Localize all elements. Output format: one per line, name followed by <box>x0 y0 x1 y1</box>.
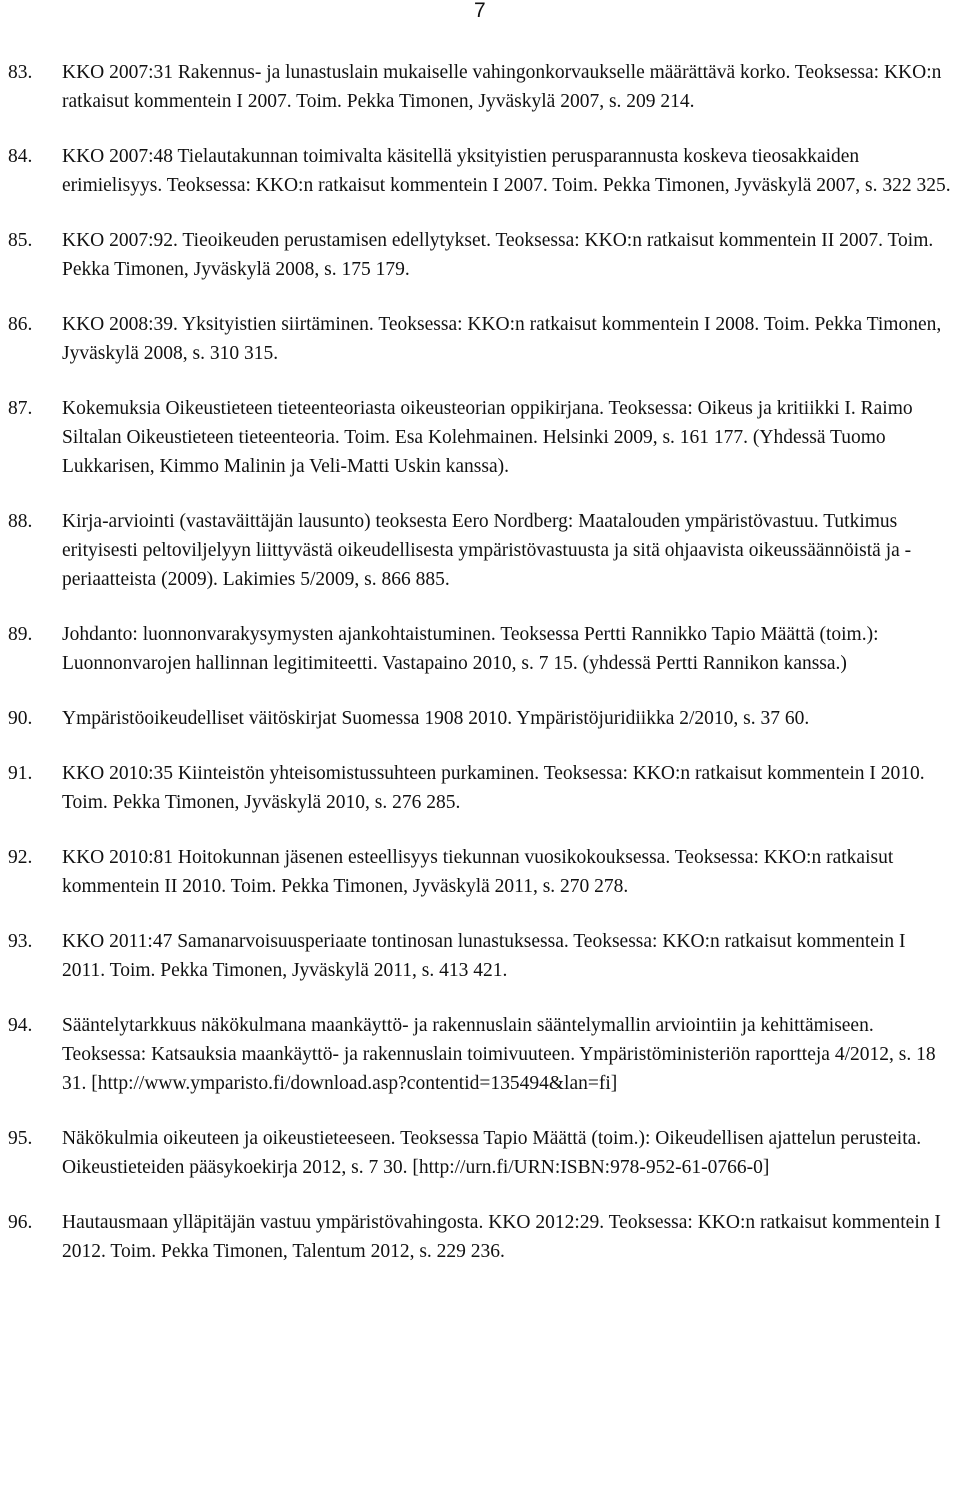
reference-item <box>0 1208 960 1266</box>
reference-number: 84. <box>8 146 33 167</box>
reference-text: Ympäristöoikeudelliset väitöskirjat Suomessa 1908 2010. Ympäristöjuridiikka 2/2010, s. 37 60. <box>62 708 810 729</box>
reference-list <box>0 58 960 1292</box>
reference-item <box>0 58 960 116</box>
reference-text: Johdanto: luonnonvarakysymysten ajankohtaistuminen. Teoksessa Pertti Rannikko Tapio Määttä (toim.): Luonnonvarojen hallinnan legitimiteetti. Vastapaino 2010, s. 7 15. (yhdessä Pertti Rannikon kanssa.) <box>62 624 879 674</box>
reference-item <box>0 310 960 368</box>
reference-text: Hautausmaan ylläpitäjän vastuu ympäristövahingosta. KKO 2012:29. Teoksessa: KKO:n ratkaisut kommentein I 2012. Toim. Pekka Timonen, Talentum 2012, s. 229 236. <box>62 1212 941 1262</box>
reference-number: 90. <box>8 708 33 729</box>
reference-number: 95. <box>8 1128 33 1149</box>
reference-text: KKO 2007:92. Tieoikeuden perustamisen edellytykset. Teoksessa: KKO:n ratkaisut kommentein II 2007. Toim. Pekka Timonen, Jyväskylä 2008, s. 175 179. <box>62 230 934 280</box>
reference-item <box>0 142 960 200</box>
reference-text: KKO 2010:35 Kiinteistön yhteisomistussuhteen purkaminen. Teoksessa: KKO:n ratkaisut kommentein I 2010. Toim. Pekka Timonen, Jyväskylä 2010, s. 276 285. <box>62 763 925 813</box>
reference-number: 83. <box>8 62 33 83</box>
reference-item <box>0 620 960 678</box>
reference-text: Näkökulmia oikeuteen ja oikeustieteeseen. Teoksessa Tapio Määttä (toim.): Oikeudellisen ajattelun perusteita. Oikeustieteiden pääsykoekirja 2012, s. 7 30. [http://urn.fi/URN:ISBN:978-952-61-0766-0] <box>62 1128 922 1178</box>
reference-text: KKO 2010:81 Hoitokunnan jäsenen esteellisyys tiekunnan vuosikokouksessa. Teoksessa: KKO:n ratkaisut kommentein II 2010. Toim. Pekka Timonen, Jyväskylä 2011, s. 270 278. <box>62 847 894 897</box>
reference-number: 93. <box>8 931 33 952</box>
reference-number: 94. <box>8 1015 33 1036</box>
reference-text: KKO 2008:39. Yksityistien siirtäminen. Teoksessa: KKO:n ratkaisut kommentein I 2008. Toim. Pekka Timonen, Jyväskylä 2008, s. 310 315. <box>62 314 942 364</box>
reference-item <box>0 843 960 901</box>
reference-number: 86. <box>8 314 33 335</box>
reference-item <box>0 1124 960 1182</box>
reference-number: 96. <box>8 1212 33 1233</box>
reference-item <box>0 704 960 733</box>
reference-item <box>0 1011 960 1098</box>
reference-text: KKO 2007:48 Tielautakunnan toimivalta käsitellä yksityistien perusparannusta koskeva tieosakkaiden erimielisyys. Teoksessa: KKO:n ratkaisut kommentein I 2007. Toim. Pekka Timonen, Jyväskylä 2007, s. 322 325. <box>62 146 951 196</box>
reference-text: KKO 2007:31 Rakennus- ja lunastuslain mukaiselle vahingonkorvaukselle määrättävä korko. Teoksessa: KKO:n ratkaisut kommentein I 2007. Toim. Pekka Timonen, Jyväskylä 2007, s. 209 214. <box>62 62 942 112</box>
reference-number: 92. <box>8 847 33 868</box>
page-number: 7 <box>474 0 486 22</box>
reference-item <box>0 927 960 985</box>
reference-item <box>0 507 960 594</box>
reference-number: 88. <box>8 511 33 532</box>
reference-item <box>0 226 960 284</box>
reference-text: Sääntelytarkkuus näkökulmana maankäyttö- ja rakennuslain sääntelymallin arviointiin ja kehittämiseen. Teoksessa: Katsauksia maankäyttö- ja rakennuslain toimivuuteen. Ympäristöministeriön raportteja 4/2012, s. 18 31. [http://www.ymparisto.fi/download.asp?contentid=135494&lan=fi] <box>62 1015 936 1094</box>
reference-number: 89. <box>8 624 33 645</box>
reference-text: Kokemuksia Oikeustieteen tieteenteoriasta oikeusteorian oppikirjana. Teoksessa: Oikeus ja kritiikki I. Raimo Siltalan Oikeustieteen tieteenteoria. Toim. Esa Kolehmainen. Helsinki 2009, s. 161 177. (Yhdessä Tuomo Lukkarisen, Kimmo Malinin ja Veli-Matti Uskin kanssa). <box>62 398 913 477</box>
reference-number: 85. <box>8 230 33 251</box>
reference-item <box>0 394 960 481</box>
reference-number: 87. <box>8 398 33 419</box>
reference-text: KKO 2011:47 Samanarvoisuusperiaate tontinosan lunastuksessa. Teoksessa: KKO:n ratkaisut kommentein I 2011. Toim. Pekka Timonen, Jyväskylä 2011, s. 413 421. <box>62 931 906 981</box>
reference-item <box>0 759 960 817</box>
reference-number: 91. <box>8 763 33 784</box>
reference-text: Kirja-arviointi (vastaväittäjän lausunto) teoksesta Eero Nordberg: Maatalouden ympäristövastuu. Tutkimus erityisesti peltoviljelyyn liittyvästä oikeudellisesta ympäristövastuusta ja sitä ohjaavista oikeussäännöistä ja -periaatteista (2009). Lakimies 5/2009, s. 866 885. <box>62 511 912 590</box>
